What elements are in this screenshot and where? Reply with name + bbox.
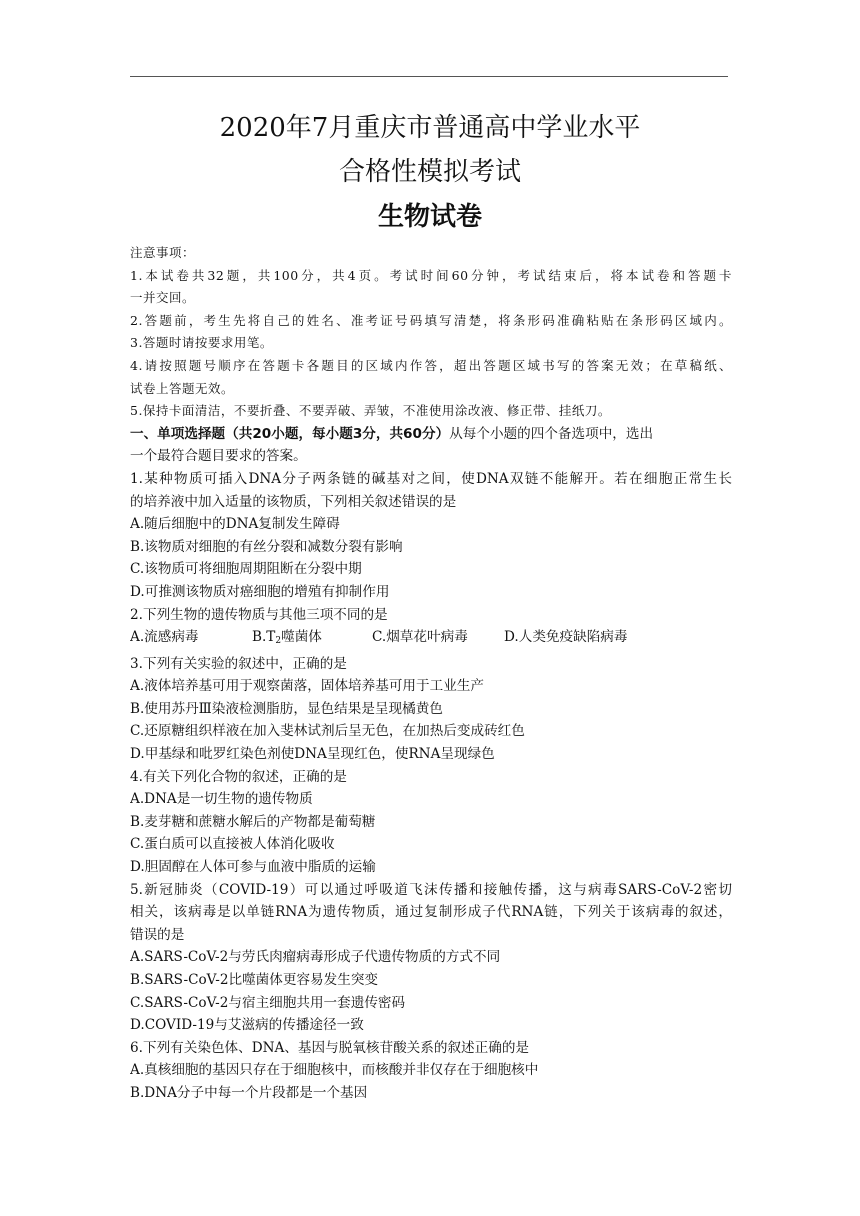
q3-option-c: C.还原糖组织样液在加入斐林试剂后呈无色，在加热后变成砖红色 [130,723,525,740]
q5-option-d: D.COVID-19与艾滋病的传播途径一致 [130,1017,364,1034]
q5-option-c: C.SARS-CoV-2与宿主细胞共用一套遗传密码 [130,994,406,1011]
notice-item: 1.本试卷共32题，共100分，共4页。考试时间60分钟，考试结束后，将本试卷和答题卡 [130,267,732,283]
q6-option-a: A.真核细胞的基因只存在于细胞核中，而核酸并非仅存在于细胞核中 [130,1062,539,1079]
q6-stem: 6.下列有关染色体、DNA、基因与脱氧核苷酸关系的叙述正确的是 [130,1039,530,1056]
notice-item: 试卷上答题无效。 [130,380,235,396]
notice-item: 2.答题前，考生先将自己的姓名、准考证号码填写清楚，将条形码准确粘贴在条形码区域内。 [130,312,732,328]
q2-option-a: A.流感病毒 [130,629,199,646]
q3-stem: 3.下列有关实验的叙述中，正确的是 [130,655,347,672]
q1-option-a: A.随后细胞中的DNA复制发生障碍 [130,516,340,533]
notice-item: 4.请按照题号顺序在答题卡各题目的区域内作答，超出答题区域书写的答案无效；在草稿纸、 [130,357,732,373]
q5-stem: 相关，该病毒是以单链RNA为遗传物质，通过复制形成子代RNA链，下列关于该病毒的叙述， [130,904,732,921]
q3-option-b: B.使用苏丹Ⅲ染液检测脂肪，显色结果是呈现橘黄色 [130,700,443,717]
q1-option-b: B.该物质对细胞的有丝分裂和减数分裂有影响 [130,538,403,555]
q3-option-d: D.甲基绿和吡罗红染色剂使DNA呈现红色，使RNA呈现绿色 [130,746,495,763]
section-instruction: 从每个小题的四个备选项中，选出 [449,425,654,442]
q5-option-a: A.SARS-CoV-2与劳氏肉瘤病毒形成子代遗传物质的方式不同 [130,949,501,966]
exam-title-line1: 2020年7月重庆市普通高中学业水平 [219,113,641,143]
q5-option-b: B.SARS-CoV-2比噬菌体更容易发生突变 [130,972,379,988]
q2-option-c: C.烟草花叶病毒 [372,629,468,646]
q1-stem: 的培养液中加入适量的该物质，下列相关叙述错误的是 [130,493,457,510]
exam-subject-title: 生物试卷 [377,202,482,232]
q4-option-d: D.胆固醇在人体可参与血液中脂质的运输 [130,859,376,876]
q2-option-b-subscript: 2 [275,636,282,647]
section-heading [130,423,732,446]
q3-option-a: A.液体培养基可用于观察菌落，固体培养基可用于工业生产 [130,678,484,695]
section-instruction-line2: 一个最符合题目要求的答案。 [130,448,307,465]
q2-option-b-text: 噬菌体 [281,629,322,646]
notice-item: 3.答题时请按要求用笔。 [130,335,273,351]
notice-heading: 注意事项： [130,245,196,260]
header-rule [130,76,728,77]
q2-stem: 2.下列生物的遗传物质与其他三项不同的是 [130,606,388,623]
q6-option-b: B.DNA分子中每一个片段都是一个基因 [130,1084,368,1101]
q2-options [130,626,732,653]
q1-option-d: D.可推测该物质对癌细胞的增殖有抑制作用 [130,583,390,600]
section-title: 一、单项选择题（共20小题，每小题3分，共60分） [130,425,450,442]
q4-option-a: A.DNA是一切生物的遗传物质 [130,791,313,808]
q2-option-b-prefix: B.T [252,629,276,646]
exam-title-line2: 合格性模拟考试 [338,157,521,187]
q2-option-b [252,626,372,653]
q5-stem: 5.新冠肺炎（COVID-19）可以通过呼吸道飞沫传播和接触传播，这与病毒SARS-CoV-2密切 [130,881,732,898]
q5-stem: 错误的是 [130,926,185,943]
q1-stem: 1.某种物质可插入DNA分子两条链的碱基对之间，使DNA双链不能解开。若在细胞正常生长 [130,470,732,487]
exam-content [130,242,732,1105]
q2-option-d: D.人类免疫缺陷病毒 [504,629,628,646]
notice-item: 一并交回。 [130,290,196,306]
q4-option-c: C.蛋白质可以直接被人体消化吸收 [130,836,335,853]
q1-option-c: C.该物质可将细胞周期阻断在分裂中期 [130,561,362,578]
notice-item: 5.保持卡面清洁，不要折叠、不要弄破、弄皱，不准使用涂改液、修正带、挂纸刀。 [130,403,611,419]
q4-stem: 4.有关下列化合物的叙述，正确的是 [130,768,347,785]
q4-option-b: B.麦芽糖和蔗糖水解后的产物都是葡萄糖 [130,813,376,830]
